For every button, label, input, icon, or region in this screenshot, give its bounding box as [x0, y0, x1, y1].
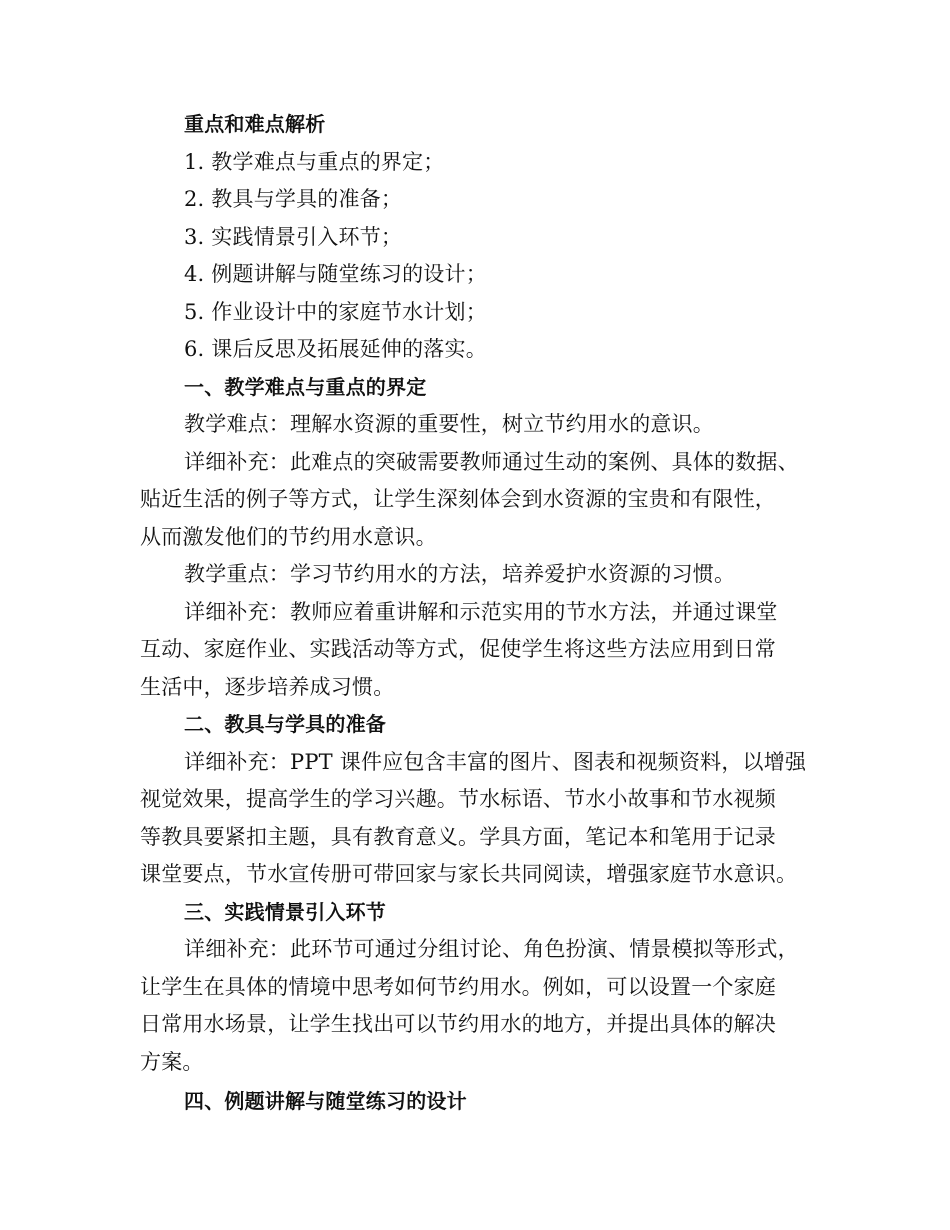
section-2-title: 二、教具与学具的准备	[184, 712, 386, 736]
section-4-title: 四、例题讲解与随堂练习的设计	[184, 1089, 467, 1113]
difficulty-detail-line: 详细补充：此难点的突破需要教师通过生动的案例、具体的数据、	[184, 449, 799, 474]
section-3-title: 三、实践情景引入环节	[184, 899, 386, 924]
section-2-detail-line: 详细补充：PPT 课件应包含丰富的图片、图表和视频资料，以增强	[184, 749, 807, 774]
section-3-detail-line: 让学生在具体的情境中思考如何节约用水。例如，可以设置一个家庭	[140, 974, 776, 999]
difficulty-paragraph: 教学难点：理解水资源的重要性，树立节约用水的意识。	[184, 412, 714, 436]
difficulty-detail-line: 贴近生活的例子等方式，让学生深刻体会到水资源的宝贵和有限性，	[140, 487, 776, 511]
section-3-detail-line: 日常用水场景，让学生找出可以节约用水的地方，并提出具体的解决	[140, 1012, 776, 1036]
outline-item-4: 4. 例题讲解与随堂练习的设计；	[184, 262, 487, 286]
difficulty-detail-line: 从而激发他们的节约用水意识。	[140, 524, 437, 549]
outline-item-3: 3. 实践情景引入环节；	[184, 224, 403, 249]
outline-item-2: 2. 教具与学具的准备；	[184, 187, 403, 211]
key-point-paragraph: 教学重点：学习节约用水的方法，培养爱护水资源的习惯。	[184, 562, 736, 586]
section-2-detail-line: 课堂要点，节水宣传册可带回家与家长共同阅读，增强家庭节水意识。	[140, 862, 798, 886]
section-3-detail-line: 方案。	[140, 1049, 204, 1074]
page-heading: 重点和难点解析	[184, 112, 326, 136]
key-point-detail-line: 生活中，逐步培养成习惯。	[140, 674, 395, 699]
document-body	[140, 106, 820, 1121]
section-1-title: 一、教学难点与重点的界定	[184, 374, 427, 399]
outline-item-5: 5. 作业设计中的家庭节水计划；	[184, 299, 487, 324]
outline-item-6: 6. 课后反思及拓展延伸的落实。	[184, 337, 487, 361]
section-3-detail-line: 详细补充：此环节可通过分组讨论、角色扮演、情景模拟等形式，	[184, 937, 799, 961]
outline-item-1: 1. 教学难点与重点的界定；	[184, 149, 445, 174]
section-2-detail-line: 等教具要紧扣主题，具有教育意义。学具方面，笔记本和笔用于记录	[140, 824, 776, 849]
section-2-detail-line: 视觉效果，提高学生的学习兴趣。节水标语、节水小故事和节水视频	[140, 787, 776, 811]
key-point-detail-line: 详细补充：教师应着重讲解和示范实用的节水方法，并通过课堂	[184, 599, 778, 624]
key-point-detail-line: 互动、家庭作业、实践活动等方式，促使学生将这些方法应用到日常	[140, 637, 776, 661]
